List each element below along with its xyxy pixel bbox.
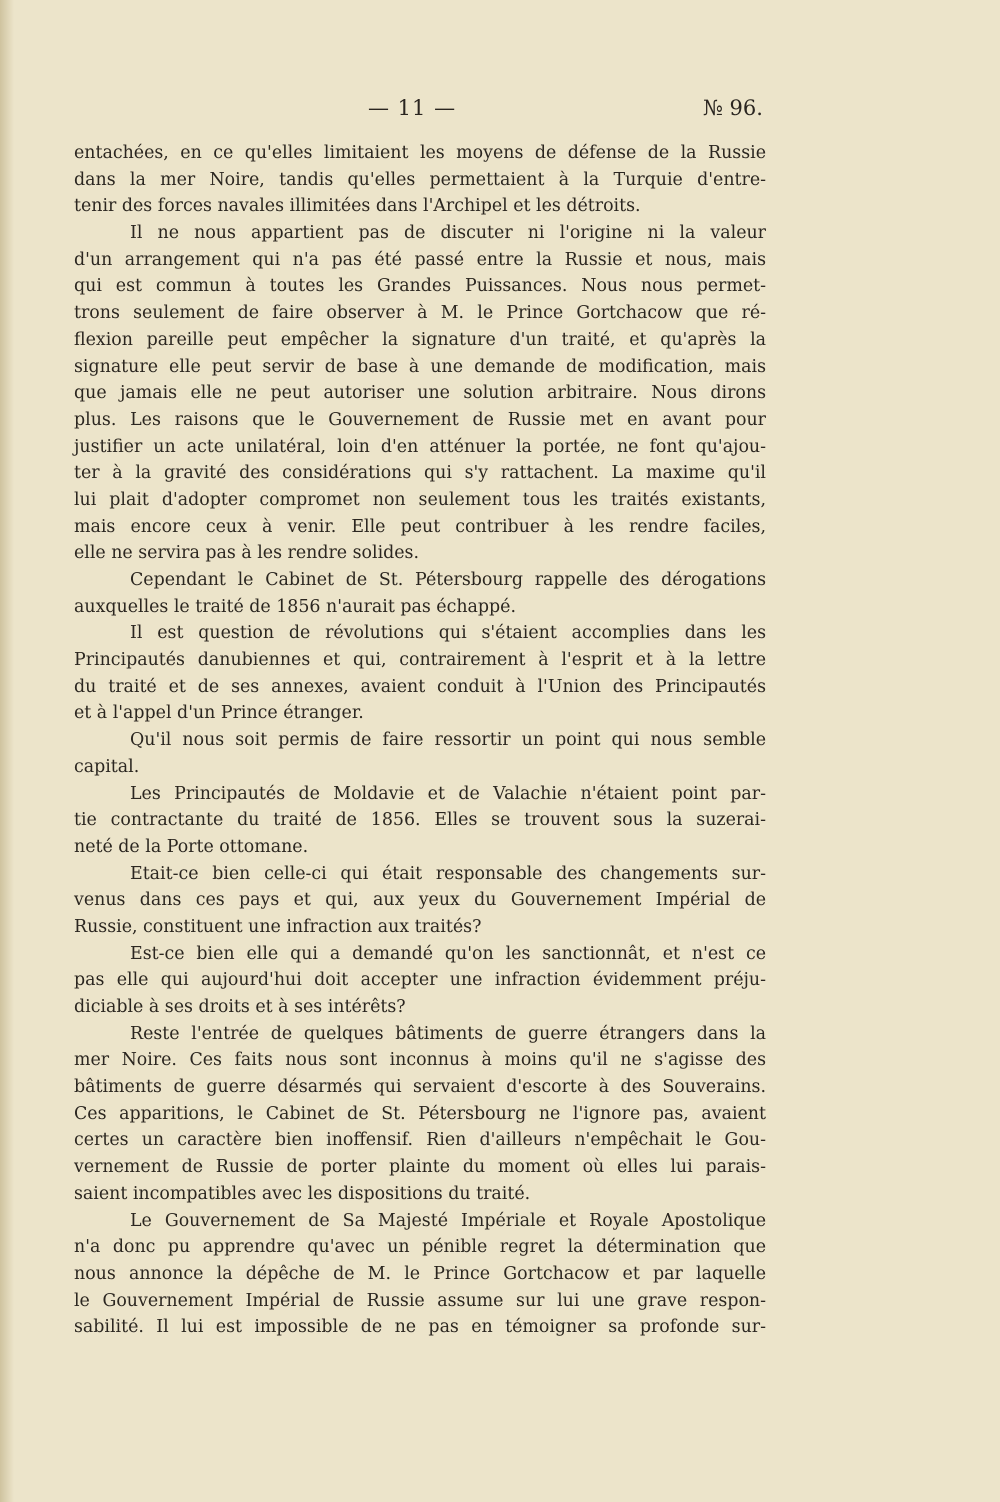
page-header [0,96,1000,132]
text-line: Il est question de révolutions qui s'étaient accomplies dans les [130,623,766,644]
text-line: mais encore ceux à venir. Elle peut contribuer à les rendre faciles, [74,516,766,537]
text-line: flexion pareille peut empêcher la signature d'un traité, et qu'après la [74,329,766,350]
text-line: lui plait d'adopter compromet non seulement tous les traités existants, [74,489,766,510]
text-line: vernement de Russie de porter plainte du moment où elles lui parais- [74,1157,766,1178]
text-line: ter à la gravité des considérations qui s'y rattachent. La maxime qu'il [74,463,766,484]
text-line: elle ne servira pas à les rendre solides. [74,543,420,564]
text-line: venus dans ces pays et qui, aux yeux du Gouvernement Impérial de [74,890,766,911]
text-line: neté de la Porte ottomane. [74,836,309,857]
text-line: qui est commun à toutes les Grandes Puissances. Nous nous permet- [74,276,766,297]
text-line: justifier un acte unilatéral, loin d'en atténuer la portée, ne font qu'ajou- [74,436,766,457]
text-line: Cependant le Cabinet de St. Pétersbourg rappelle des dérogations [130,570,766,590]
text-line: entachées, en ce qu'elles limitaient les moyens de défense de la Russie [74,143,766,163]
text-line: pas elle qui aujourd'hui doit accepter une infraction évidemment préju- [74,970,766,991]
text-line: Est-ce bien elle qui a demandé qu'on les sanctionnât, et n'est ce [130,943,766,964]
text-line: n'a donc pu apprendre qu'avec un pénible regret la détermination que [74,1237,766,1258]
text-line: Principautés danubiennes et qui, contrairement à l'esprit et à la lettre [74,650,766,671]
text-line: saient incompatibles avec les dispositions du traité. [74,1183,531,1204]
text-line: Russie, constituent une infraction aux traités? [74,916,482,937]
text-line: mer Noire. Ces faits nous sont inconnus à moins qu'il ne s'agisse des [74,1050,766,1071]
text-line: et à l'appel d'un Prince étranger. [74,703,364,724]
text-line: signature elle peut servir de base à une demande de modification, mais [74,356,766,377]
text-line: Reste l'entrée de quelques bâtiments de guerre étrangers dans la [130,1023,766,1044]
text-line: dans la mer Noire, tandis qu'elles permettaient à la Turquie d'entre- [74,169,766,190]
text-line: d'un arrangement qui n'a pas été passé entre la Russie et nous, mais [74,249,766,270]
text-line: Les Principautés de Moldavie et de Valachie n'étaient point par- [130,783,766,804]
body-text [74,140,766,1341]
text-line: que jamais elle ne peut autoriser une solution arbitraire. Nous dirons [74,383,766,404]
text-line: Le Gouvernement de Sa Majesté Impériale et Royale Apostolique [130,1210,766,1231]
text-line: nous annonce la dépêche de M. le Prince Gortchacow et par laquelle [74,1263,766,1284]
text-line: diciable à ses droits et à ses intérêts? [74,997,406,1017]
page-number: — 11 — [368,96,457,120]
text-line: auxquelles le traité de 1856 n'aurait pas échappé. [74,596,516,617]
text-line: tenir des forces navales illimitées dans l'Archipel et les détroits. [74,196,641,217]
document-number: № 96. [703,96,763,120]
text-line: tie contractante du traité de 1856. Elles se trouvent sous la suzerai- [74,810,766,831]
text-line: certes un caractère bien inoffensif. Rien d'ailleurs n'empêchait le Gou- [74,1130,766,1151]
text-line: sabilité. Il lui est impossible de ne pas en témoigner sa profonde sur- [74,1317,766,1338]
text-line: du traité et de ses annexes, avaient conduit à l'Union des Principautés [74,676,766,697]
text-line: le Gouvernement Impérial de Russie assume sur lui une grave respon- [74,1290,766,1311]
text-line: Ces apparitions, le Cabinet de St. Pétersbourg ne l'ignore pas, avaient [74,1103,766,1124]
text-line: capital. [74,756,140,777]
text-line: Qu'il nous soit permis de faire ressortir un point qui nous semble [130,730,766,751]
text-line: Etait-ce bien celle-ci qui était responsable des changements sur- [130,863,766,884]
text-line: Il ne nous appartient pas de discuter ni l'origine ni la valeur [130,223,766,244]
text-line: plus. Les raisons que le Gouvernement de Russie met en avant pour [74,409,766,430]
text-line: trons seulement de faire observer à M. le Prince Gortchacow que ré- [74,303,766,324]
text-line: bâtiments de guerre désarmés qui servaient d'escorte à des Souverains. [74,1077,766,1098]
